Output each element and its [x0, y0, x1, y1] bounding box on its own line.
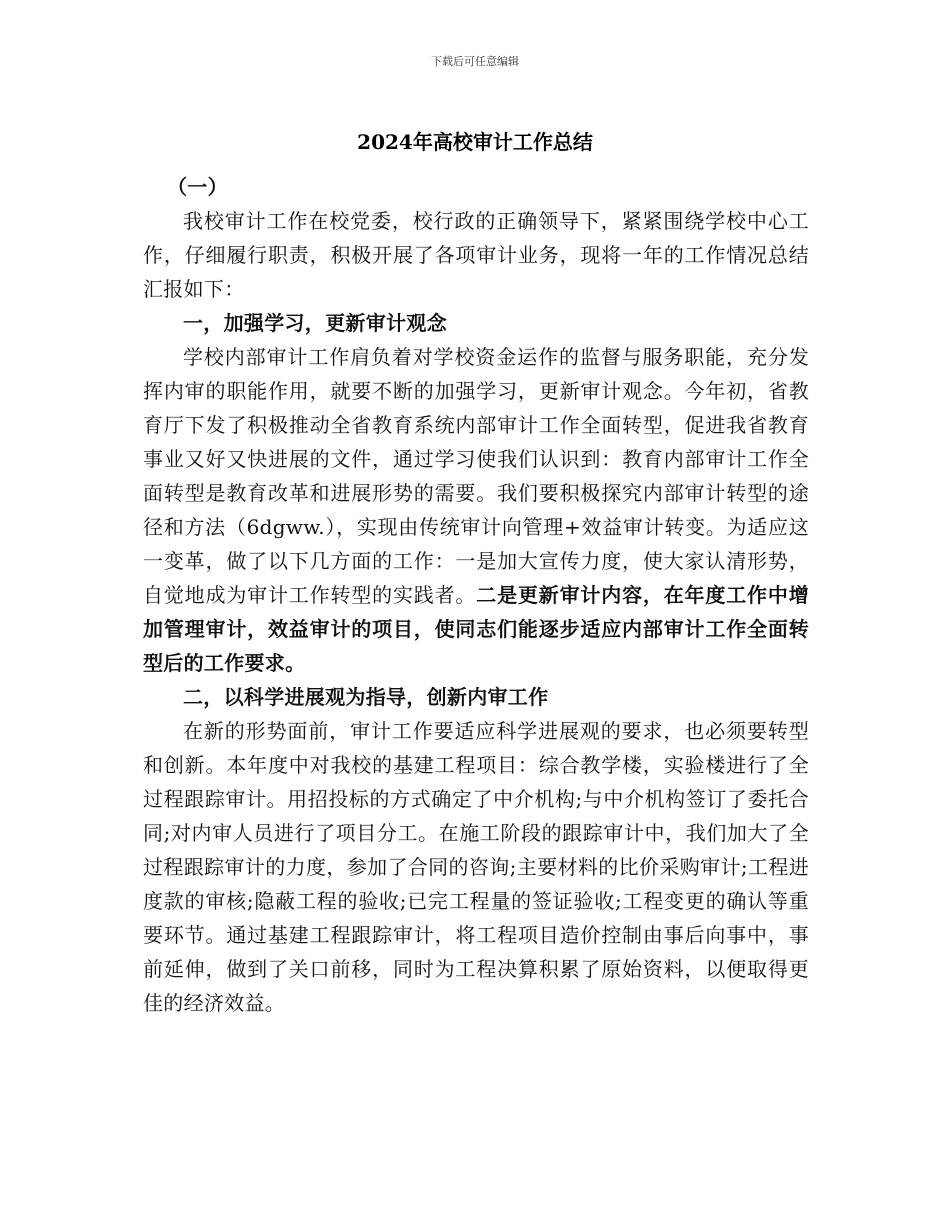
intro-paragraph: 我校审计工作在校党委，校行政的正确领导下，紧紧围绕学校中心工作，仔细履行职责，积极开展了各项审计业务，现将一年的工作情况总结汇报如下：	[143, 209, 809, 301]
document-body	[143, 170, 809, 1020]
section2-heading: 二，以科学进展观为指导，创新内审工作	[183, 685, 549, 709]
section1-body-plain: 学校内部审计工作肩负着对学校资金运作的监督与服务职能，充分发挥内审的职能作用，就要不断的加强学习，更新审计观念。今年初，省教育厅下发了积极推动全省教育系统内部审计工作全面转型，促进我省教育事业又好又快进展的文件，通过学习使我们认识到：教育内部审计工作全面转型是教育改革和进展形势的需要。我们要积极探究内部审计转型的途径和方法（6dgww.），实现由传统审计向管理+效益审计转变。为适应这一变革，做了以下几方面的工作：一是加大宣传力度，使大家认清形势，自觉地成为审计工作转型的实践者。	[143, 345, 809, 607]
section1-paragraph	[143, 340, 809, 680]
section2-paragraph: 在新的形势面前，审计工作要适应科学进展观的要求，也必须要转型和创新。本年度中对我校的基建工程项目：综合教学楼，实验楼进行了全过程跟踪审计。用招投标的方式确定了中介机构;与中介机构签订了委托合同;对内审人员进行了项目分工。在施工阶段的跟踪审计中，我们加大了全过程跟踪审计的力度，参加了合同的咨询;主要材料的比价采购审计;工程进度款的审核;隐蔽工程的验收;已完工程量的签证验收;工程变更的确认等重要环节。通过基建工程跟踪审计，将工程项目造价控制由事后向事中，事前延伸，做到了关口前移，同时为工程决算积累了原始资料，以便取得更佳的经济效益。	[143, 719, 809, 1015]
document-title: 2024年高校审计工作总结	[357, 130, 593, 154]
page-header-note: 下载后可任意编辑	[431, 55, 519, 68]
section1-body-bold: 二是更新审计内容，在年度工作中增加管理审计，效益审计的项目，使同志们能逐步适应内部审计工作全面转型后的工作要求。	[143, 583, 809, 675]
section1-heading: 一，加强学习，更新审计观念	[183, 311, 447, 335]
section-sub-label: （一）	[167, 175, 228, 199]
